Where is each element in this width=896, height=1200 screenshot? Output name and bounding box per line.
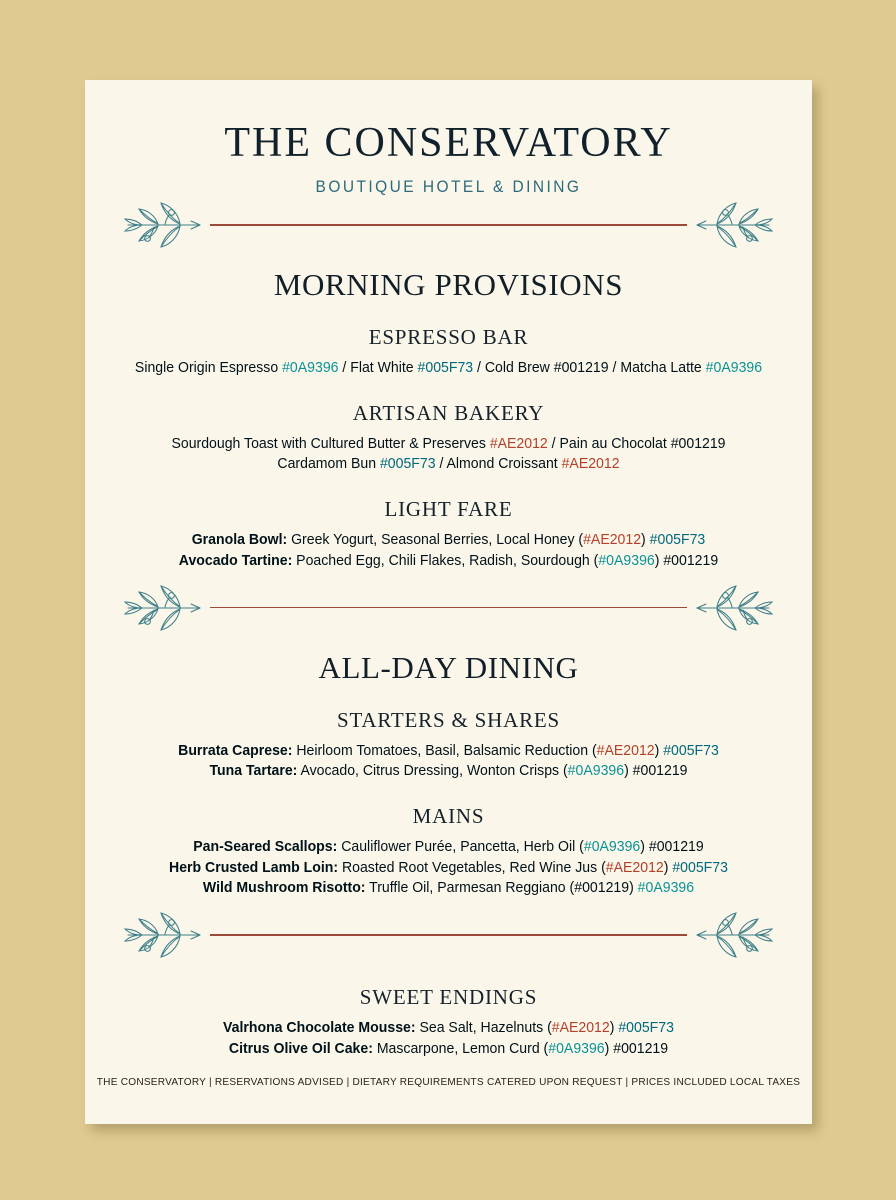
menu-group [85, 401, 812, 475]
group-title: SWEET ENDINGS [359, 985, 538, 1010]
item-price: #005F73 [649, 532, 706, 549]
menu-item-line [98, 1039, 800, 1060]
item-description: Single Origin Espresso [134, 360, 283, 376]
menu-header [85, 80, 812, 197]
course-title: MORNING PROVISIONS [273, 267, 624, 302]
item-price: #005F73 [663, 742, 719, 759]
olive-branch-ornament-left [120, 582, 204, 634]
item-description: ) [609, 1020, 619, 1037]
item-description: Cardamom Bun [277, 456, 380, 473]
menu-group [85, 497, 812, 571]
item-price: #001219 [663, 552, 719, 569]
menu-item-line [98, 454, 800, 475]
item-name: Wild Mushroom Risotto: [202, 880, 366, 897]
item-name: Pan-Seared Scallops: [193, 839, 338, 856]
course-section [85, 636, 812, 908]
group-title: STARTERS & SHARES [336, 707, 561, 732]
brand-subtitle: BOUTIQUE HOTEL & DINING [315, 178, 582, 196]
menu-group [85, 985, 812, 1059]
menu-item-line [98, 741, 800, 762]
item-description: Poached Egg, Chili Flakes, Radish, Sourdough ( [292, 552, 599, 569]
item-description: Avocado, Citrus Dressing, Wonton Crisps ( [297, 763, 568, 780]
item-price: #AE2012 [561, 456, 620, 473]
olive-branch-ornament-right [693, 582, 777, 634]
menu-item-line [98, 858, 800, 879]
menu-group [85, 708, 812, 782]
divider-rule [210, 934, 687, 936]
item-price: #0A9396 [567, 763, 625, 780]
item-price: #0A9396 [548, 1040, 605, 1057]
item-price: #001219 [553, 360, 609, 376]
item-price: #005F73 [379, 456, 436, 473]
olive-branch-ornament-left [120, 199, 204, 251]
menu-page [85, 80, 812, 1124]
item-description: / Matcha Latte [608, 360, 706, 376]
menu-item-line [98, 1018, 800, 1039]
course-section [85, 253, 812, 580]
item-description: ) [654, 742, 664, 759]
group-title: ESPRESSO BAR [368, 325, 529, 349]
menu-item-line [98, 358, 800, 379]
menu-item-line [98, 551, 800, 572]
item-price: #005F73 [672, 859, 728, 876]
course-title: ALL-DAY DINING [318, 649, 579, 685]
spacer [85, 572, 812, 580]
item-description: Greek Yogurt, Seasonal Berries, Local Honey ( [287, 532, 584, 549]
item-price: #005F73 [618, 1020, 674, 1037]
divider-rule [210, 224, 687, 226]
item-description: / Flat White [338, 360, 418, 376]
olive-branch-ornament-right [693, 199, 777, 251]
spacer [85, 1060, 812, 1068]
item-price: #0A9396 [637, 880, 695, 897]
section-divider-3 [85, 907, 812, 963]
course-section [85, 985, 812, 1067]
item-price: #001219 [632, 763, 688, 780]
menu-item-line [98, 530, 800, 551]
item-description: Truffle Oil, Parmesan Reggiano ( [365, 880, 575, 897]
item-name: Tuna Tartare: [209, 763, 298, 780]
olive-branch-ornament-left [120, 909, 204, 961]
item-price: #AE2012 [489, 435, 548, 452]
item-price: #0A9396 [282, 360, 339, 376]
spacer [85, 636, 812, 650]
item-price: #AE2012 [605, 859, 664, 876]
item-price: #AE2012 [583, 532, 642, 549]
item-description: Cauliflower Purée, Pancetta, Herb Oil ( [337, 839, 584, 856]
item-description: Sea Salt, Hazelnuts ( [415, 1020, 552, 1037]
item-price: #0A9396 [705, 360, 763, 376]
item-description: ) [654, 552, 664, 569]
menu-group [85, 804, 812, 899]
item-name: Granola Bowl: [191, 532, 288, 549]
item-description: ) [641, 532, 650, 549]
item-price: #AE2012 [596, 742, 655, 759]
divider-rule [210, 607, 687, 609]
menu-footer: THE CONSERVATORY | RESERVATIONS ADVISED | DIETARY REQUIREMENTS CATERED UPON REQUEST | PRICES INCLUDED LOCAL TAXES [96, 1077, 801, 1088]
item-price: #0A9396 [583, 839, 641, 856]
section-divider-1 [85, 197, 812, 253]
item-description: Roasted Root Vegetables, Red Wine Jus ( [338, 859, 606, 876]
item-description: ) [629, 880, 638, 897]
item-description: Heirloom Tomatoes, Basil, Balsamic Reduction ( [292, 742, 597, 759]
item-description: / Almond Croissant [435, 456, 562, 473]
item-name: Valrhona Chocolate Mousse: [223, 1020, 416, 1037]
menu-body [85, 197, 812, 1068]
item-description: ) [604, 1040, 614, 1057]
menu-item-line [98, 837, 800, 858]
section-divider-2 [85, 580, 812, 636]
item-price: #001219 [613, 1040, 669, 1057]
item-price: #AE2012 [551, 1020, 610, 1037]
group-title: LIGHT FARE [384, 497, 513, 522]
spacer [85, 253, 812, 267]
menu-item-line [98, 434, 800, 455]
menu-item-line [98, 878, 800, 899]
group-title: ARTISAN BAKERY [352, 400, 545, 425]
item-price: #001219 [670, 435, 726, 452]
item-price: #001219 [648, 839, 704, 856]
item-name: Avocado Tartine: [178, 552, 293, 569]
item-description: ) [640, 839, 649, 856]
item-description: Mascarpone, Lemon Curd ( [372, 1040, 549, 1057]
item-name: Citrus Olive Oil Cake: [228, 1040, 373, 1057]
item-name: Burrata Caprese: [178, 742, 293, 759]
item-name: Herb Crusted Lamb Loin: [169, 859, 339, 876]
page-title: THE CONSERVATORY [224, 120, 673, 166]
olive-branch-ornament-right [693, 909, 777, 961]
group-title: MAINS [412, 804, 485, 829]
item-description: / Pain au Chocolat [547, 435, 671, 452]
menu-item-line [98, 761, 800, 782]
item-price: #0A9396 [598, 552, 655, 569]
item-price: #001219 [574, 880, 630, 897]
item-description: Sourdough Toast with Cultured Butter & Preserves [171, 435, 490, 452]
spacer [85, 899, 812, 907]
menu-group [85, 325, 812, 379]
item-description: / Cold Brew [473, 360, 554, 376]
item-price: #005F73 [417, 360, 474, 376]
item-description: ) [624, 763, 633, 780]
item-description: ) [663, 859, 673, 876]
